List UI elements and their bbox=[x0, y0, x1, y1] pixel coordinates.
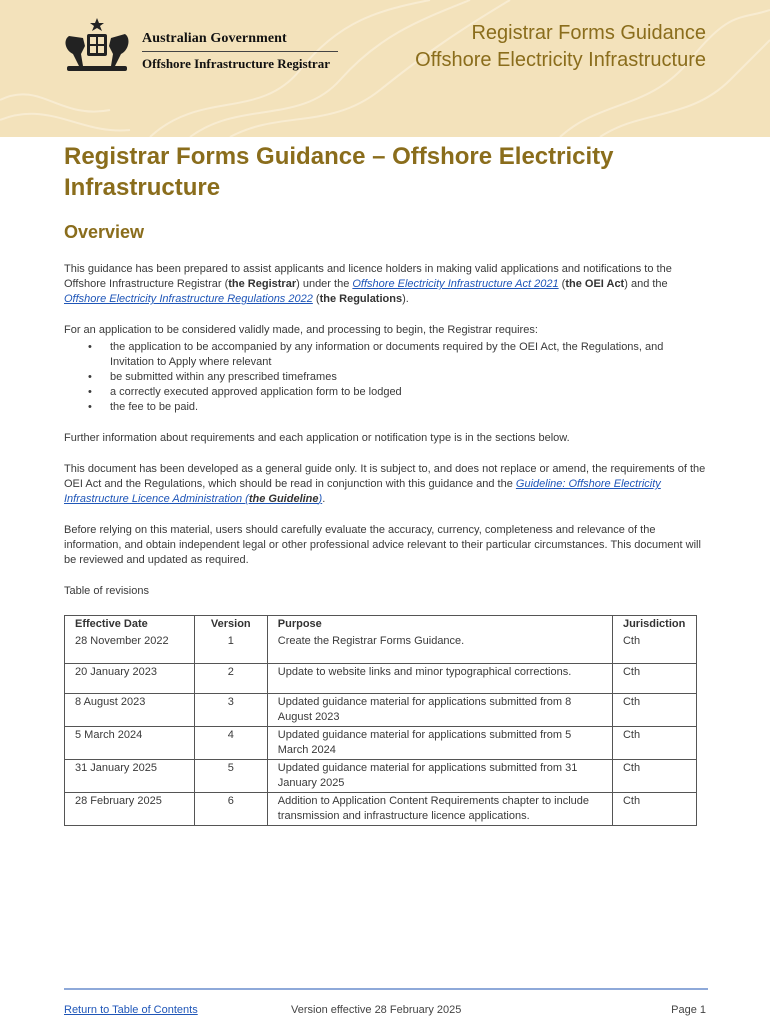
cell-date: 28 February 2025 bbox=[65, 792, 195, 825]
list-item: • be submitted within any prescribed timeframes bbox=[88, 370, 708, 385]
cell-date: 8 August 2023 bbox=[65, 693, 195, 726]
requirements-list bbox=[64, 340, 708, 415]
oei-regulations-link[interactable]: Offshore Electricity Infrastructure Regulations 2022 bbox=[64, 293, 313, 305]
banner-title bbox=[415, 20, 706, 74]
revisions-table bbox=[64, 615, 697, 826]
guideline-term: the Guideline bbox=[248, 493, 319, 505]
guideline-link-end: ) bbox=[318, 493, 323, 505]
wordmark-divider bbox=[142, 51, 338, 52]
intro-text: ( bbox=[312, 293, 320, 305]
cell-date: 20 January 2023 bbox=[65, 663, 195, 693]
table-row bbox=[65, 726, 697, 759]
column-header-date: Effective Date bbox=[65, 616, 195, 634]
coat-of-arms-icon bbox=[57, 16, 137, 74]
intro-text: ). bbox=[402, 293, 409, 305]
guideline-link-text: Guideline: Offshore Electricity Infrastructure Licence Administration ( bbox=[64, 478, 661, 505]
intro-text: ) under the bbox=[296, 278, 353, 290]
govt-name: Australian Government bbox=[142, 31, 287, 46]
banner-title-line1: Registrar Forms Guidance bbox=[471, 22, 706, 44]
oei-act-term: the OEI Act bbox=[565, 278, 625, 290]
cell-date: 5 March 2024 bbox=[65, 726, 195, 759]
cell-purpose: Addition to Application Content Requirements chapter to include transmission and infrastructure licence applications. bbox=[267, 792, 612, 825]
overview-heading: Overview bbox=[64, 222, 145, 242]
table-row bbox=[65, 693, 697, 726]
table-row bbox=[65, 792, 697, 825]
intro-text: ) and the bbox=[624, 278, 668, 290]
column-header-version: Version bbox=[194, 616, 267, 634]
return-to-toc-link[interactable]: Return to Table of Contents bbox=[64, 1004, 198, 1016]
regulations-term: the Regulations bbox=[319, 293, 403, 305]
cell-date: 28 November 2022 bbox=[65, 633, 195, 663]
cell-version: 5 bbox=[194, 759, 267, 792]
cell-jurisdiction: Cth bbox=[612, 663, 696, 693]
cell-purpose: Update to website links and minor typographical corrections. bbox=[267, 663, 612, 693]
cell-purpose: Updated guidance material for applications submitted from 31 January 2025 bbox=[267, 759, 612, 792]
header-banner bbox=[0, 0, 770, 137]
table-row bbox=[65, 633, 697, 663]
page-number: Page 1 bbox=[671, 1004, 706, 1016]
footer-divider bbox=[64, 988, 708, 990]
intro-paragraph bbox=[64, 262, 708, 307]
list-item: • the fee to be paid. bbox=[88, 400, 708, 415]
list-item: • a correctly executed approved application form to be lodged bbox=[88, 385, 708, 400]
document-title: Registrar Forms Guidance – Offshore Electricity Infrastructure bbox=[64, 143, 614, 201]
cell-version: 4 bbox=[194, 726, 267, 759]
table-row bbox=[65, 663, 697, 693]
cell-jurisdiction: Cth bbox=[612, 633, 696, 663]
column-header-jurisdiction: Jurisdiction bbox=[612, 616, 696, 634]
registrar-term: the Registrar bbox=[228, 278, 297, 290]
intro-text: ( bbox=[558, 278, 566, 290]
cell-purpose: Updated guidance material for applications submitted from 5 March 2024 bbox=[267, 726, 612, 759]
cell-version: 3 bbox=[194, 693, 267, 726]
requirements-intro: For an application to be considered validly made, and processing to begin, the Registrar requires: bbox=[64, 324, 538, 336]
cell-version: 1 bbox=[194, 633, 267, 663]
table-row bbox=[65, 759, 697, 792]
cell-jurisdiction: Cth bbox=[612, 693, 696, 726]
column-header-purpose: Purpose bbox=[267, 616, 612, 634]
further-info-paragraph: Further information about requirements and each application or notification type is in the sections below. bbox=[64, 432, 570, 444]
list-item: • the application to be accompanied by any information or documents required by the OEI Act, the Regulations, and Invitation to Apply where relevant bbox=[88, 340, 708, 370]
table-header-row bbox=[65, 616, 697, 634]
disclaimer-text: . bbox=[322, 493, 326, 505]
table-caption: Table of revisions bbox=[64, 585, 149, 597]
document-body bbox=[64, 262, 708, 826]
oei-act-link[interactable]: Offshore Electricity Infrastructure Act 2021 bbox=[352, 278, 559, 290]
cell-jurisdiction: Cth bbox=[612, 726, 696, 759]
agency-name: Offshore Infrastructure Registrar bbox=[142, 56, 330, 71]
banner-title-line2: Offshore Electricity Infrastructure bbox=[415, 49, 706, 71]
disclaimer-text: This document has been developed as a general guide only. It is subject to, and does not replace or amend, the requirements of the OEI Act and the Regulations, which should be read in conjunction with this guidance and the bbox=[64, 463, 706, 490]
footer-version: Version effective 28 February 2025 bbox=[291, 1004, 462, 1016]
cell-jurisdiction: Cth bbox=[612, 759, 696, 792]
cell-purpose: Create the Registrar Forms Guidance. bbox=[267, 633, 612, 663]
cell-date: 31 January 2025 bbox=[65, 759, 195, 792]
cell-version: 2 bbox=[194, 663, 267, 693]
intro-text: This guidance has been prepared to assist applicants and licence holders in making valid applications and notifications to the Offshore Infrastructure Registrar ( bbox=[64, 263, 672, 290]
government-wordmark bbox=[142, 31, 338, 72]
advice-paragraph: Before relying on this material, users should carefully evaluate the accuracy, currency, completeness and relevance of the information, and obtain independent legal or other professional advice relevant to their particular circumstances. This document will be reviewed and updated as required. bbox=[64, 524, 701, 566]
cell-purpose: Updated guidance material for applications submitted from 8 August 2023 bbox=[267, 693, 612, 726]
disclaimer-paragraph bbox=[64, 462, 708, 507]
cell-version: 6 bbox=[194, 792, 267, 825]
cell-jurisdiction: Cth bbox=[612, 792, 696, 825]
